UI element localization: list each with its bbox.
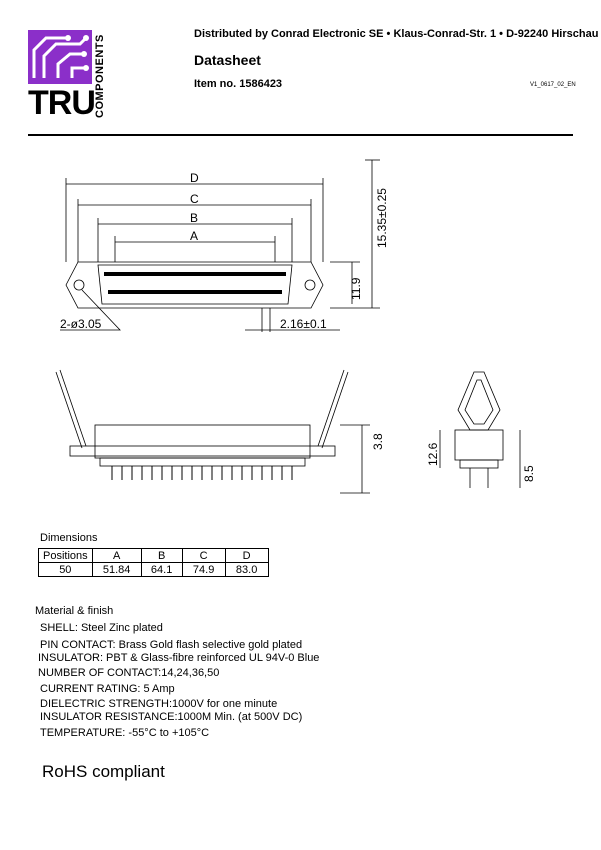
table-cell: 64.1 bbox=[141, 563, 182, 577]
height-dim-label: 15.35±0.25 bbox=[375, 188, 389, 248]
brand-logo-text: TRU bbox=[28, 84, 95, 122]
version-code: V1_0617_02_EN bbox=[530, 82, 576, 88]
table-cell: 51.84 bbox=[92, 563, 141, 577]
brand-logo-subtext: COMPONENTS bbox=[94, 34, 106, 118]
spec-dielectric: DIELECTRIC STRENGTH:1000V for one minute bbox=[40, 698, 278, 710]
side-dim-label: 3.8 bbox=[371, 433, 385, 450]
spec-current: CURRENT RATING: 5 Amp bbox=[40, 683, 175, 695]
inner-height-dim-label: 11.9 bbox=[349, 277, 363, 300]
end-dim-label-1: 12.6 bbox=[426, 442, 440, 466]
dim-label-b: B bbox=[190, 211, 199, 225]
spec-pin-contact: PIN CONTACT: Brass Gold flash selective gold plated bbox=[40, 639, 303, 651]
spec-insulator: INSULATOR: PBT & Glass-fibre reinforced UL 94V-0 Blue bbox=[38, 652, 320, 664]
document-title: Datasheet bbox=[194, 52, 261, 68]
table-header-cell: B bbox=[141, 549, 182, 563]
dim-label-c: C bbox=[190, 192, 199, 206]
item-number: Item no. 1586423 bbox=[194, 78, 283, 90]
rohs-label: RoHS compliant bbox=[42, 762, 165, 781]
dimensions-table bbox=[38, 548, 269, 577]
distributor-line: Distributed by Conrad Electronic SE • Klaus-Conrad-Str. 1 • D-92240 Hirschau bbox=[194, 28, 599, 40]
table-header-cell: C bbox=[182, 549, 225, 563]
spec-temperature: TEMPERATURE: -55°C to +105°C bbox=[40, 727, 210, 739]
table-header-cell: Positions bbox=[39, 549, 93, 563]
hole-dim-label: 2-ø3.05 bbox=[60, 317, 102, 331]
table-cell: 83.0 bbox=[225, 563, 268, 577]
dim-label-a: A bbox=[190, 229, 199, 243]
spec-contacts: NUMBER OF CONTACT:14,24,36,50 bbox=[38, 667, 220, 679]
table-header-row bbox=[39, 549, 269, 563]
table-header-cell: A bbox=[92, 549, 141, 563]
spec-shell: SHELL: Steel Zinc plated bbox=[40, 622, 163, 634]
material-title: Material & finish bbox=[35, 605, 114, 617]
table-header-cell: D bbox=[225, 549, 268, 563]
dim-label-d: D bbox=[190, 171, 199, 185]
spec-resistance: INSULATOR RESISTANCE:1000M Min. (at 500V DC) bbox=[40, 711, 303, 723]
table-cell: 50 bbox=[39, 563, 93, 577]
dimensions-title: Dimensions bbox=[40, 532, 98, 544]
pitch-dim-label: 2.16±0.1 bbox=[280, 317, 327, 331]
end-dim-label-2: 8.5 bbox=[522, 465, 536, 482]
table-cell: 74.9 bbox=[182, 563, 225, 577]
table-row bbox=[39, 563, 269, 577]
